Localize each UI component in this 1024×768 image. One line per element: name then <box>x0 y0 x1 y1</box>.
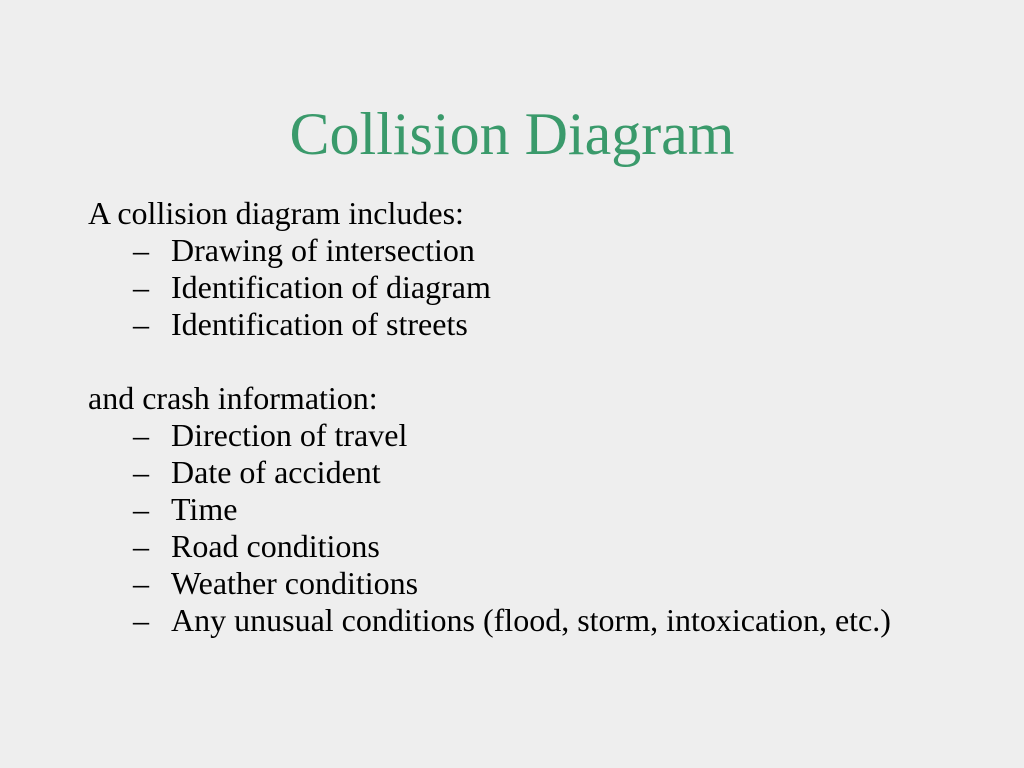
dash-bullet-icon: – <box>133 602 149 638</box>
paragraph-spacer <box>88 343 948 380</box>
list-item-text: Road conditions <box>171 528 380 564</box>
dash-bullet-icon: – <box>133 417 149 453</box>
intro-lead: A collision diagram includes: <box>88 195 464 231</box>
dash-bullet-icon: – <box>133 565 149 601</box>
crash-info-list <box>88 417 948 639</box>
dash-bullet-icon: – <box>133 232 149 268</box>
dash-bullet-icon: – <box>133 454 149 490</box>
list-item <box>88 269 948 306</box>
list-item <box>88 417 948 454</box>
list-item-text: Time <box>171 491 238 527</box>
dash-bullet-icon: – <box>133 269 149 305</box>
list-item-text: Identification of streets <box>171 306 468 342</box>
dash-bullet-icon: – <box>133 528 149 564</box>
list-item <box>88 232 948 269</box>
list-item <box>88 528 948 565</box>
list-item <box>88 306 948 343</box>
list-item <box>88 602 948 639</box>
list-item <box>88 491 948 528</box>
slide-title: Collision Diagram <box>289 101 735 167</box>
dash-bullet-icon: – <box>133 306 149 342</box>
dash-bullet-icon: – <box>133 491 149 527</box>
list-item-text: Drawing of intersection <box>171 232 475 268</box>
list-item-text: Any unusual conditions (flood, storm, intoxication, etc.) <box>171 602 891 638</box>
list-item-text: Identification of diagram <box>171 269 491 305</box>
crash-info-lead: and crash information: <box>88 380 378 416</box>
intro-list <box>88 232 948 343</box>
list-item-text: Direction of travel <box>171 417 408 453</box>
list-item <box>88 565 948 602</box>
slide-body <box>88 195 948 639</box>
list-item-text: Weather conditions <box>171 565 419 601</box>
list-item-text: Date of accident <box>171 454 381 490</box>
list-item <box>88 454 948 491</box>
